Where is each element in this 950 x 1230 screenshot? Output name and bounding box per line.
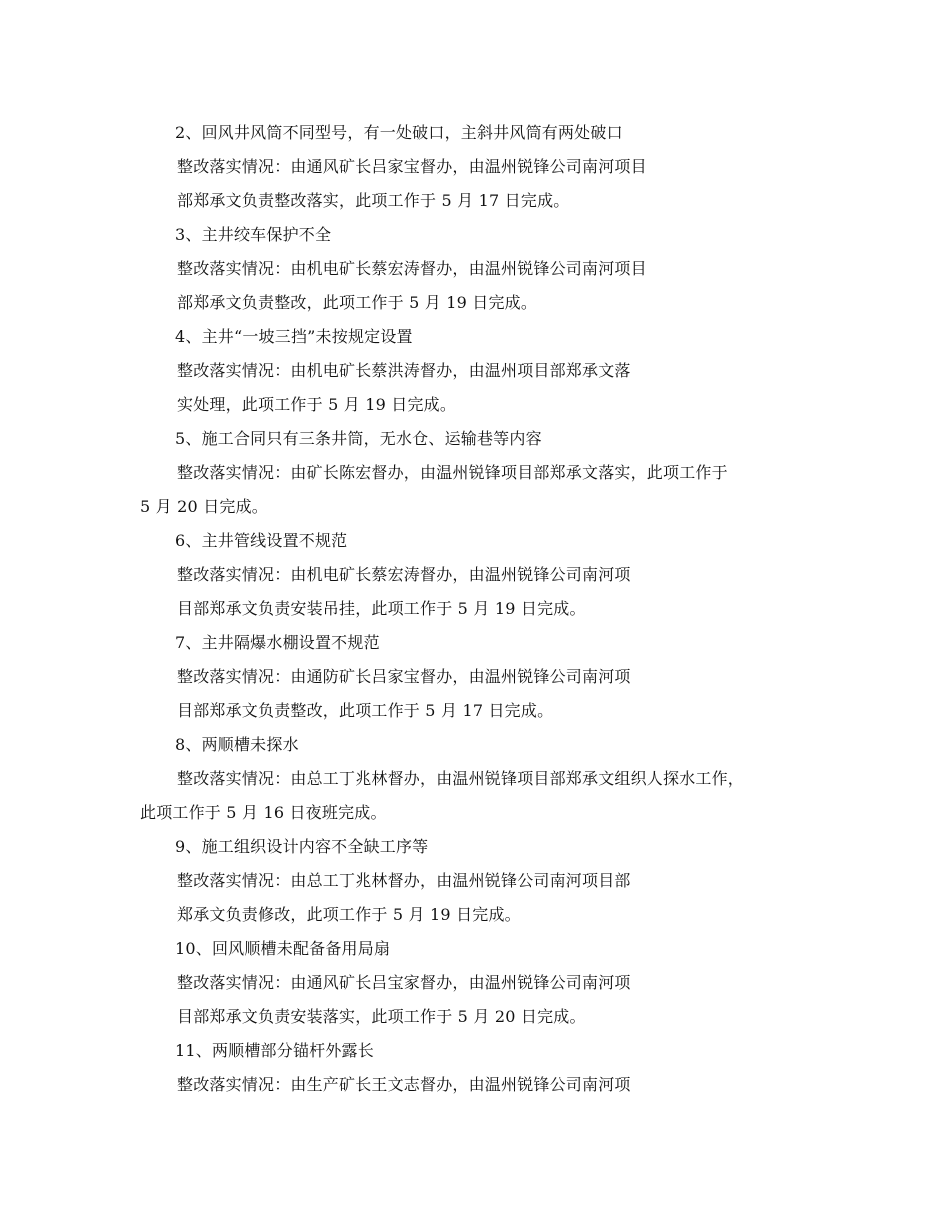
item-heading: 6、主井管线设置不规范: [175, 531, 348, 550]
rectification-status-continued: 实处理，此项工作于 5 月 19 日完成。: [177, 395, 457, 414]
rectification-status: 整改落实情况：由通风矿长吕家宝督办，由温州锐锋公司南河项目: [177, 157, 647, 176]
rectification-status: 整改落实情况：由生产矿长王文志督办，由温州锐锋公司南河项: [177, 1075, 631, 1094]
rectification-status-continued: 目部郑承文负责安装吊挂，此项工作于 5 月 19 日完成。: [177, 599, 586, 618]
rectification-status: 整改落实情况：由机电矿长蔡宏涛督办，由温州锐锋公司南河项: [177, 565, 631, 584]
item-heading: 11、两顺槽部分锚杆外露长: [175, 1041, 374, 1060]
item-heading: 4、主井“一坡三挡”未按规定设置: [175, 327, 413, 346]
item-heading: 9、施工组织设计内容不全缺工序等: [175, 837, 429, 856]
rectification-status: 整改落实情况：由通风矿长吕宝家督办，由温州锐锋公司南河项: [177, 973, 631, 992]
rectification-status-continued: 此项工作于 5 月 16 日夜班完成。: [140, 803, 387, 822]
rectification-status: 整改落实情况：由通防矿长吕家宝督办，由温州锐锋公司南河项: [177, 667, 631, 686]
item-heading: 8、两顺槽未探水: [175, 735, 299, 754]
rectification-status: 整改落实情况：由总工丁兆林督办，由温州锐锋公司南河项目部: [177, 871, 631, 890]
item-heading: 2、回风井风筒不同型号，有一处破口，主斜井风筒有两处破口: [175, 123, 623, 142]
rectification-status-continued: 目部郑承文负责安装落实，此项工作于 5 月 20 日完成。: [177, 1007, 586, 1026]
item-heading: 10、回风顺槽未配备备用局扇: [175, 939, 391, 958]
item-heading: 3、主井绞车保护不全: [175, 225, 332, 244]
document-body: [0, 116, 950, 1102]
rectification-status: 整改落实情况：由机电矿长蔡宏涛督办，由温州锐锋公司南河项目: [177, 259, 647, 278]
rectification-status: 整改落实情况：由矿长陈宏督办，由温州锐锋项目部郑承文落实，此项工作于: [177, 463, 728, 482]
rectification-status: 整改落实情况：由总工丁兆林督办，由温州锐锋项目部郑承文组织人探水工作，: [177, 769, 745, 788]
rectification-status-continued: 部郑承文负责整改，此项工作于 5 月 19 日完成。: [177, 293, 538, 312]
rectification-status-continued: 5 月 20 日完成。: [140, 497, 268, 516]
rectification-status: 整改落实情况：由机电矿长蔡洪涛督办，由温州项目部郑承文落: [177, 361, 631, 380]
rectification-status-continued: 目部郑承文负责整改，此项工作于 5 月 17 日完成。: [177, 701, 554, 720]
item-heading: 7、主井隔爆水棚设置不规范: [175, 633, 380, 652]
rectification-status-continued: 郑承文负责修改，此项工作于 5 月 19 日完成。: [177, 905, 521, 924]
item-heading: 5、施工合同只有三条井筒，无水仓、运输巷等内容: [175, 429, 542, 448]
rectification-status-continued: 部郑承文负责整改落实，此项工作于 5 月 17 日完成。: [177, 191, 570, 210]
